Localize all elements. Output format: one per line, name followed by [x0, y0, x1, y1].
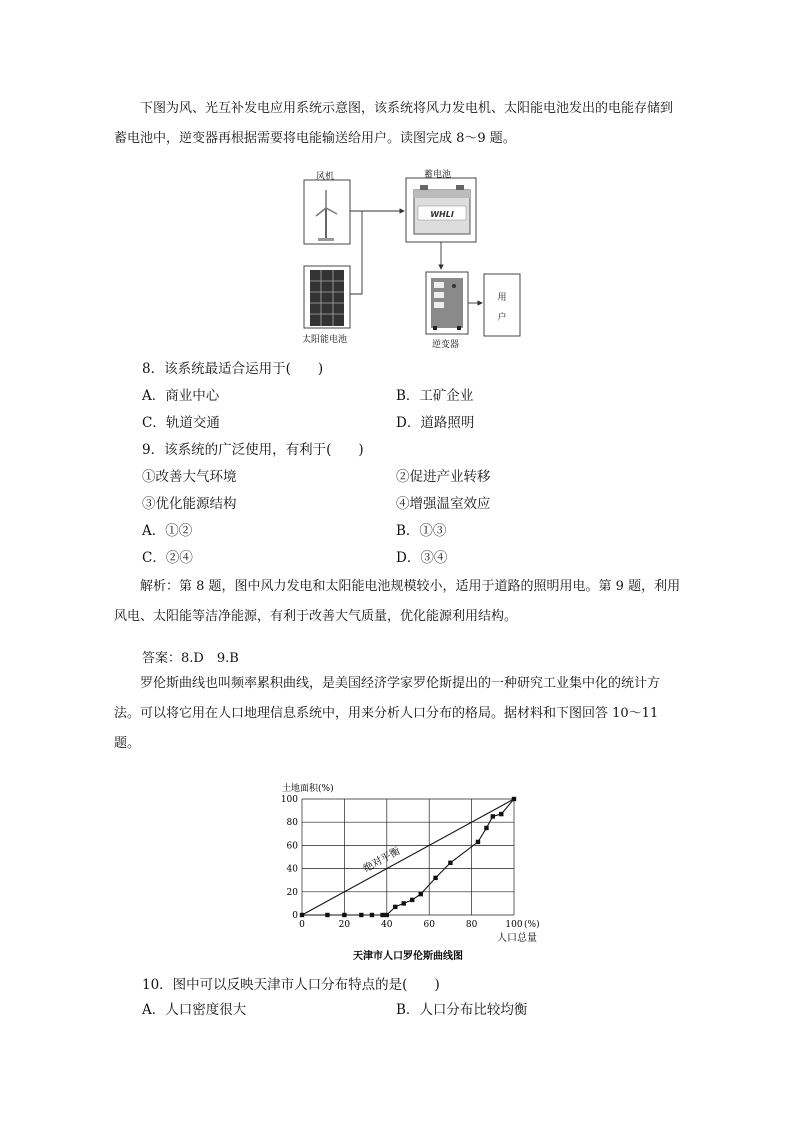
- q9-item-2: ②促进产业转移: [396, 469, 491, 485]
- x-tick-label: 20: [338, 920, 351, 930]
- q9-option-d: D．③④: [396, 550, 448, 566]
- q8-stem: 8．该系统最适合运用于( ): [142, 361, 324, 377]
- power-system-svg: [296, 166, 526, 350]
- lorenz-chart: [270, 776, 560, 966]
- battery-brand: WHLI: [430, 210, 454, 219]
- lorenz-point: [476, 840, 480, 844]
- lorenz-point: [342, 913, 346, 917]
- lorenz-point: [385, 913, 389, 917]
- lorenz-point: [370, 913, 374, 917]
- intro-paragraph-2: 罗伦斯曲线也叫频率累积曲线，是美国经济学家罗伦斯提出的一种研究工业集中化的统计方法。可以将它用在人口地理信息系统中，用来分析人口分布的格局。据材料和下图回答 10～11 题。: [114, 676, 661, 751]
- solar-panel-icon: [304, 266, 350, 328]
- equality-annotation: 绝对平衡: [361, 845, 403, 875]
- x-axis-label: 人口总量: [497, 933, 537, 944]
- lorenz-point: [499, 812, 503, 816]
- answer-line: 答案：8.D 9.B: [142, 651, 239, 666]
- solar-label: 太阳能电池: [302, 335, 348, 345]
- y-tick-label: 20: [286, 887, 298, 898]
- q10-option-a: A．人口密度很大: [142, 1002, 247, 1018]
- intro-paragraph-1: 下图为风、光互补发电应用系统示意图，该系统将风力发电机、太阳能电池发出的电能存储到蓄电池中，逆变器再根据需要将电能输送给用户。读图完成 8～9 题。: [114, 101, 674, 146]
- battery-icon: [406, 178, 476, 242]
- x-tick-label: 0: [299, 920, 305, 930]
- q8-option-c: C．轨道交通: [142, 415, 220, 431]
- lorenz-point: [512, 797, 516, 801]
- lorenz-chart-svg: [270, 776, 560, 966]
- x-tick-label: 100: [505, 920, 523, 930]
- power-system-diagram: [296, 166, 526, 350]
- q9-item-4: ④增强温室效应: [396, 496, 491, 512]
- y-tick-label: 80: [286, 818, 298, 829]
- y-tick-label: 0: [292, 911, 298, 921]
- wind-turbine-icon: [304, 180, 350, 244]
- lorenz-point: [410, 898, 414, 902]
- lorenz-point: [491, 814, 495, 818]
- wind-label: 风机: [316, 172, 335, 182]
- q10-stem: 10．图中可以反映天津市人口分布特点的是( ): [142, 977, 440, 993]
- user-label: 用户: [497, 293, 507, 323]
- q8-option-d: D．道路照明: [396, 415, 475, 431]
- solar-to-battery-line: [350, 211, 362, 294]
- lorenz-point: [419, 892, 423, 896]
- lorenz-point: [380, 913, 384, 917]
- q8-option-b: B．工矿企业: [396, 388, 474, 404]
- q9-option-b: B．①③: [396, 523, 447, 539]
- q9-option-a: A．①②: [142, 523, 193, 539]
- x-axis-unit: (%): [524, 920, 540, 930]
- equality-line: [302, 799, 514, 915]
- y-axis-label: 土地面积(%): [282, 784, 334, 794]
- inverter-label: 逆变器: [432, 340, 460, 350]
- q8-option-a: A．商业中心: [142, 388, 220, 404]
- lorenz-point: [448, 861, 452, 865]
- lorenz-point: [433, 876, 437, 880]
- q9-item-3: ③优化能源结构: [142, 496, 237, 512]
- lorenz-point: [325, 913, 329, 917]
- x-tick-label: 80: [465, 920, 478, 930]
- q9-option-c: C．②④: [142, 550, 193, 566]
- x-tick-label: 40: [381, 920, 393, 930]
- lorenz-point: [300, 913, 304, 917]
- chart-title: 天津市人口罗伦斯曲线图: [353, 951, 463, 962]
- x-tick-label: 60: [423, 920, 435, 930]
- q10-option-b: B．人口分布比较均衡: [396, 1002, 528, 1018]
- q9-stem: 9．该系统的广泛使用，有利于( ): [142, 442, 364, 458]
- y-tick-label: 40: [286, 864, 298, 875]
- y-tick-label: 60: [286, 841, 298, 852]
- inverter-icon: [426, 272, 468, 334]
- lorenz-point: [359, 913, 363, 917]
- analysis-paragraph: 解析：第 8 题，图中风力发电和太阳能电池规模较小，适用于道路的照明用电。第 9 题，利用风电、太阳能等洁净能源，有利于改善大气质量，优化能源利用结构。: [114, 579, 681, 624]
- lorenz-point: [393, 905, 397, 909]
- lorenz-point: [402, 901, 406, 905]
- y-tick-label: 100: [280, 795, 298, 805]
- q9-item-1: ①改善大气环境: [142, 469, 237, 485]
- battery-label: 蓄电池: [424, 170, 452, 180]
- lorenz-point: [484, 826, 488, 830]
